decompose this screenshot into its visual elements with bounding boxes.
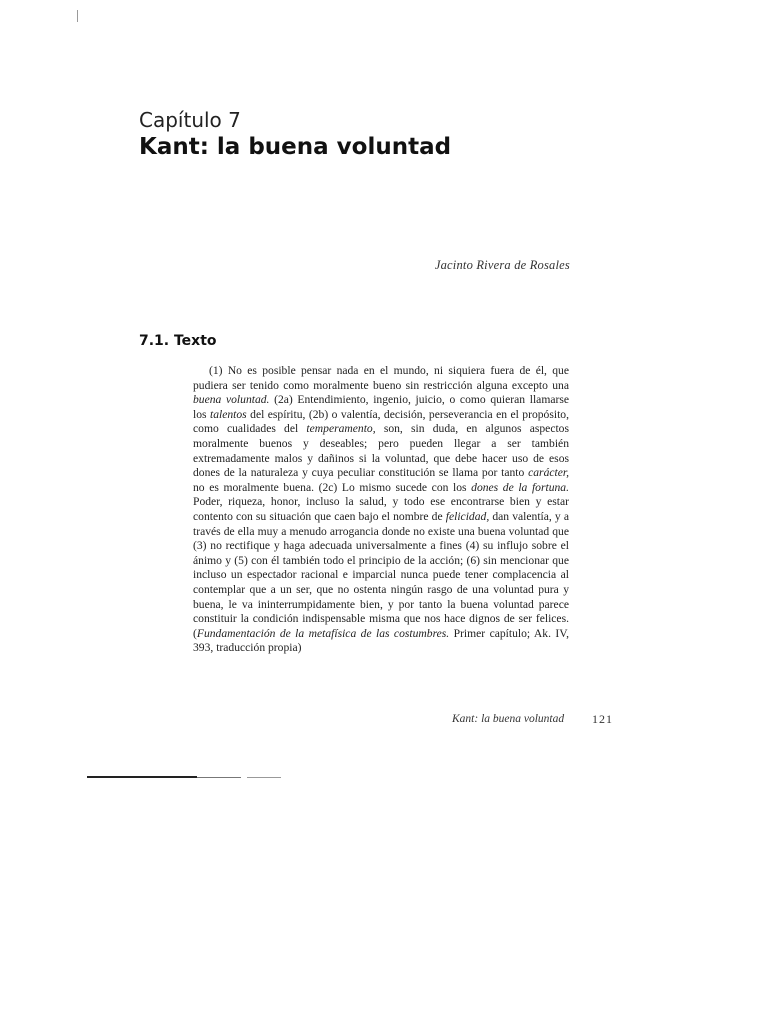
- body-paragraph: [193, 364, 569, 656]
- italic-run: Fundamentación de la metafísica de las costumbres.: [196, 626, 450, 640]
- italic-run: talentos: [209, 407, 247, 421]
- bottom-rule: [87, 776, 281, 778]
- italic-run: buena voluntad.: [193, 393, 270, 407]
- text-run: no es moralmente buena. (2c) Lo mismo sucede con los: [193, 480, 472, 494]
- chapter-label: Capítulo 7: [139, 108, 241, 132]
- text-run: dan valentía, y a través de ella muy a menudo arrogancia donde no existe una buena voluntad que (3) no rectifique y haga adecuada universalmente a fines (4) su influjo sobre el ánimo y (5) con él también todo el principio de la acción; (6) sin mencionar que incluso un espectador racional e imparcial nunca puede tener complacencia al contemplar que a un ser, que no ostenta ningún rasgo de una voluntad pura y buena, le va ininterrumpidamente bien, y por tanto la buena voluntad parece constituir la condición indispensable misma que nos hace dignos de ser felices. (: [193, 509, 569, 640]
- text-run: son, sin duda, en algunos aspectos moralmente buenos y deseables; pero pueden llegar a ser también extremadamente malos y dañinos si la voluntad, que debe hacer uso de esos dones de la naturaleza y cuya peculiar constitución se llama por tanto: [193, 422, 569, 480]
- page-number: 121: [592, 712, 613, 726]
- author-name: Jacinto Rivera de Rosales: [434, 258, 570, 272]
- running-footer-title: Kant: la buena voluntad: [452, 713, 565, 725]
- scan-mark: [77, 10, 78, 22]
- chapter-title: Kant: la buena voluntad: [139, 134, 452, 160]
- italic-run: carácter,: [528, 466, 569, 480]
- text-run: del espíritu, (2b) o valentía, decisión, perseverancia en el propósito, como cualidades del: [193, 407, 569, 436]
- italic-run: dones de la fortuna.: [471, 480, 569, 494]
- text-run: (1) No es posible pensar nada en el mundo, ni siquiera fuera de él, que pudiera ser tenido como moralmente bueno sin restricción alguna excepto una: [193, 364, 569, 392]
- italic-run: felicidad,: [445, 509, 490, 523]
- text-run: Poder, riqueza, honor, incluso la salud, y todo ese encontrarse bien y estar contento con su situación que caen bajo el nombre de: [193, 495, 569, 523]
- section-heading: 7.1. Texto: [139, 333, 217, 349]
- text-run: (2a) Entendimiento, ingenio, juicio, o como quieran llamarse los: [193, 393, 570, 421]
- text-run: Primer capítulo; Ak. IV, 393, traducción propia): [193, 626, 570, 655]
- italic-run: temperamento,: [306, 422, 376, 436]
